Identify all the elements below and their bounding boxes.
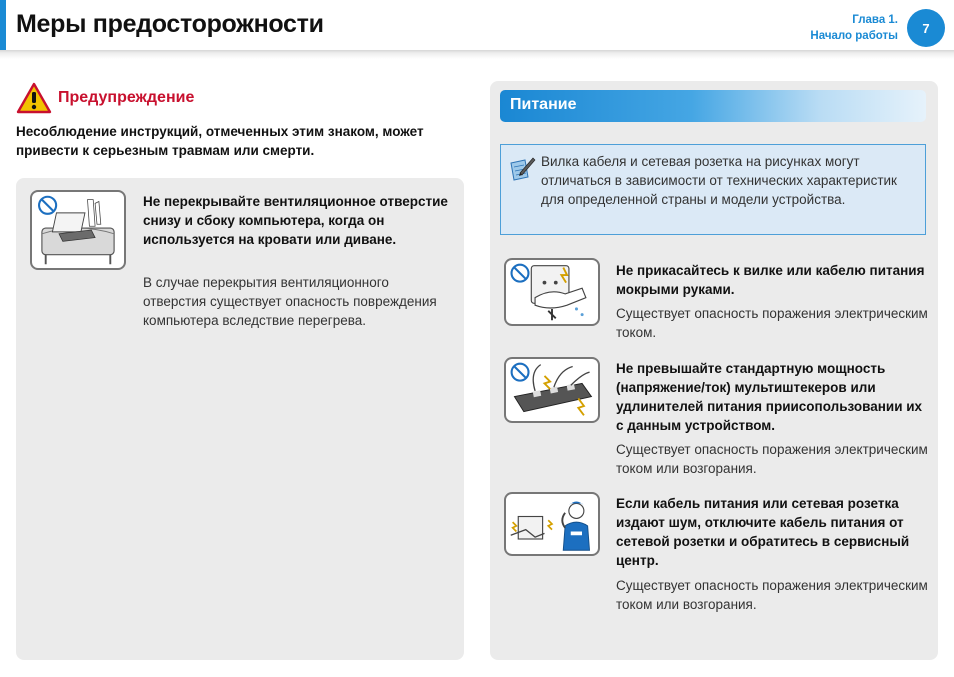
prohibited-icon	[39, 197, 56, 214]
chapter-title: Начало работы	[810, 30, 898, 42]
power-strip-illustration	[504, 357, 600, 423]
warning-heading	[16, 82, 194, 114]
note-pencil-icon	[508, 155, 536, 181]
ventilation-warning-desc: В случае перекрытия вентиляционного отверстия существует опасность повреждения компьютера вследствие перегрева.	[143, 275, 437, 328]
header-accent-bar	[0, 0, 6, 50]
wet-hands-illustration	[504, 258, 600, 326]
ventilation-warning-title: Не перекрывайте вентиляционное отверстие снизу и сбоку компьютера, когда он используется на кровати или диване.	[143, 194, 448, 247]
noise-warning-title: Если кабель питания или сетевая розетка издают шум, отключите кабель питания от сетевой розетки и обратитесь в сервисный центр.	[616, 496, 910, 568]
section-header	[500, 90, 926, 122]
warning-text: Несоблюдение инструкций, отмеченных этим знаком, может привести к серьезным травмам или смерти.	[16, 124, 424, 158]
page-title: Меры предосторожности	[16, 10, 324, 38]
warning-title: Предупреждение	[58, 89, 195, 106]
warning-triangle-icon	[16, 82, 52, 114]
wet-hands-warning-title: Не прикасайтесь к вилке или кабелю питания мокрыми руками.	[616, 263, 925, 297]
prohibited-icon	[512, 364, 529, 381]
note-text: Вилка кабеля и сетевая розетка на рисунках могут отличаться в зависимости от технических характеристик для определенной страны и модели устройства.	[541, 154, 897, 207]
wet-hands-warning-desc: Существует опасность поражения электрическим током.	[616, 306, 928, 340]
note-box	[500, 144, 926, 235]
ventilation-illustration	[30, 190, 126, 270]
chapter-number: Глава 1.	[852, 14, 898, 26]
power-strip-warning-title: Не превышайте стандартную мощность (напряжение/ток) мультиштекеров или удлинителей питания приисопользовании их с данным устройством.	[616, 361, 923, 433]
section-title: Питание	[510, 96, 577, 113]
power-strip-warning-desc: Существует опасность поражения электрическим током или возгорания.	[616, 442, 928, 476]
service-center-illustration	[504, 492, 600, 556]
chapter-label	[810, 12, 898, 44]
page-number-badge: 7	[907, 9, 945, 47]
prohibited-icon	[512, 265, 529, 282]
noise-warning-desc: Существует опасность поражения электрическим током или возгорания.	[616, 578, 928, 612]
header-divider	[0, 50, 954, 59]
